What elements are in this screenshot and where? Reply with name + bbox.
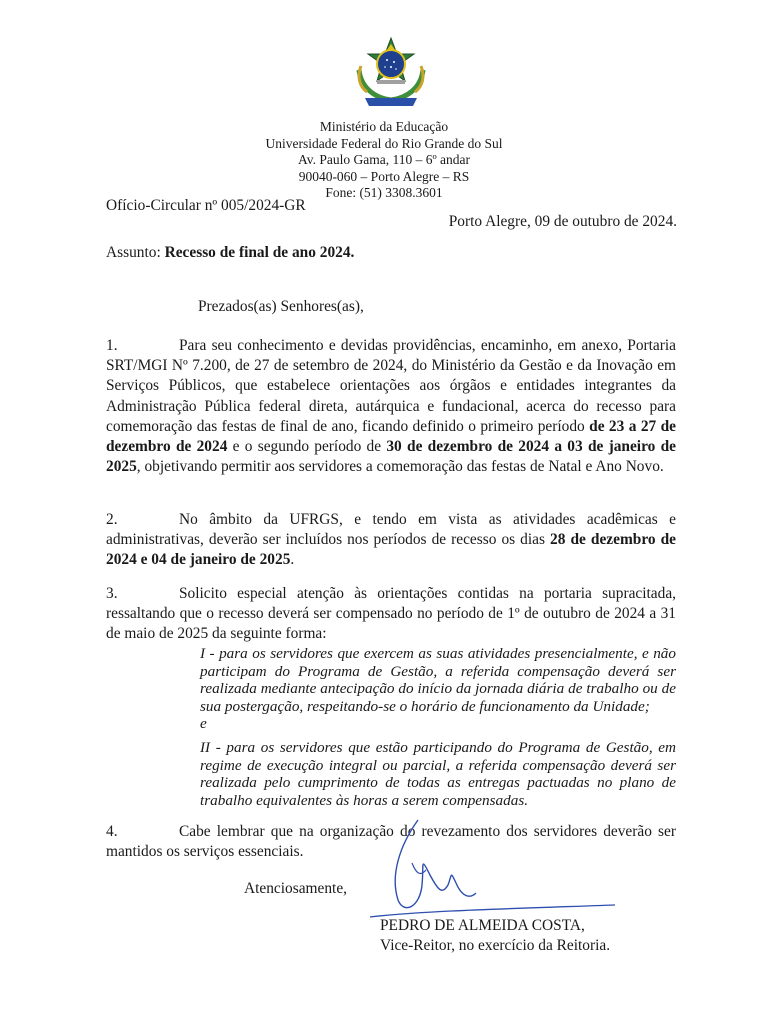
paragraph-2-end: . [290,551,295,569]
subject-line [106,243,354,263]
document-reference: Ofício-Circular nº 005/2024-GR [106,197,306,214]
paragraph-1 [106,336,676,477]
header-phone: Fone: (51) 3308.3601 [325,185,443,200]
paragraph-2-dates: 28 de dezembro de 2024 e 04 de janeiro de 2025 [106,531,676,569]
paragraph-3-number: 3. [106,585,118,602]
paragraph-3 [106,584,676,645]
salutation: Prezados(as) Senhores(as), [198,298,364,315]
place-date: Porto Alegre, 09 de outubro de 2024. [448,213,677,230]
paragraph-1-period-1: de 23 a 27 de dezembro de 2024 [106,417,676,456]
signer-name: PEDRO DE ALMEIDA COSTA, [380,917,585,934]
paragraph-1-text-3: , objetivando permitir aos servidores a comemoração das festas de Natal e Ano Novo. [136,458,664,476]
header-cep: 90040-060 – Porto Alegre – RS [298,168,470,184]
paragraph-1-number: 1. [106,337,118,354]
header-address: Av. Paulo Gama, 110 – 6º andar [297,152,471,167]
item-1-tail: e [200,715,207,732]
paragraph-4-text: Cabe lembrar que na organização do revezamento dos servidores deverão ser mantidos os serviços essenciais. [106,823,676,861]
paragraph-1-period-2: 30 de dezembro de 2024 a 03 de janeiro de 2025 [106,438,676,476]
brasao-emblem [347,36,435,112]
item-2-text: II - para os servidores que estão participando do Programa de Gestão, em regime de execução integral ou parcial, a referida compensação deverá ser realizada pelo cumprimento de todas as entregas pactuadas no plano de trabalho equivalentes às horas a serem compensadas. [200,739,676,809]
paragraph-3-text: Solicito especial atenção às orientações contidas na portaria supracitada, ressaltando que o recesso deverá ser compensado no período de 1º de outubro de 2024 a 31 de maio de 2025 da seguinte forma: [106,585,676,643]
paragraph-2-number: 2. [106,511,118,528]
paragraph-2-text: No âmbito da UFRGS, e tendo em vista as atividades acadêmicas e administrativas, deverão ser incluídos nos períodos de recesso os dias [106,511,676,549]
paragraph-4-number: 4. [106,823,118,840]
paragraph-1-text-2: e o segundo período de [227,438,387,456]
subject-label: Assunto: [106,244,161,261]
header-ministry: Ministério da Educação [319,119,449,134]
closing: Atenciosamente, [244,880,347,897]
subject-value: Recesso de final de ano 2024. [164,244,355,261]
signer-role: Vice-Reitor, no exercício da Reitoria. [380,937,611,954]
paragraph-2 [106,510,676,571]
item-1-text: I - para os servidores que exercem as suas atividades presencialmente, e não participam do Programa de Gestão, a referida compensação deverá ser realizada mediante antecipação do início da jornada diária de trabalho ou de sua postergação, respeitando-se o horário de funcionamento da Unidade; [200,645,676,715]
header-university: Universidade Federal do Rio Grande do Sul [265,135,503,151]
paragraph-1-text: Para seu conhecimento e devidas providências, encaminho, em anexo, Portaria SRT/MGI Nº 7.200, de 27 de setembro de 2024, do Ministério da Gestão e da Inovação em Serviços Públicos, que estabelece orientações aos órgãos e entidades integrantes da Administração Pública federal direta, autárquica e fundacional, acerca do recesso para comemoração das festas de final de ano, ficando definido o primeiro período [106,337,676,435]
